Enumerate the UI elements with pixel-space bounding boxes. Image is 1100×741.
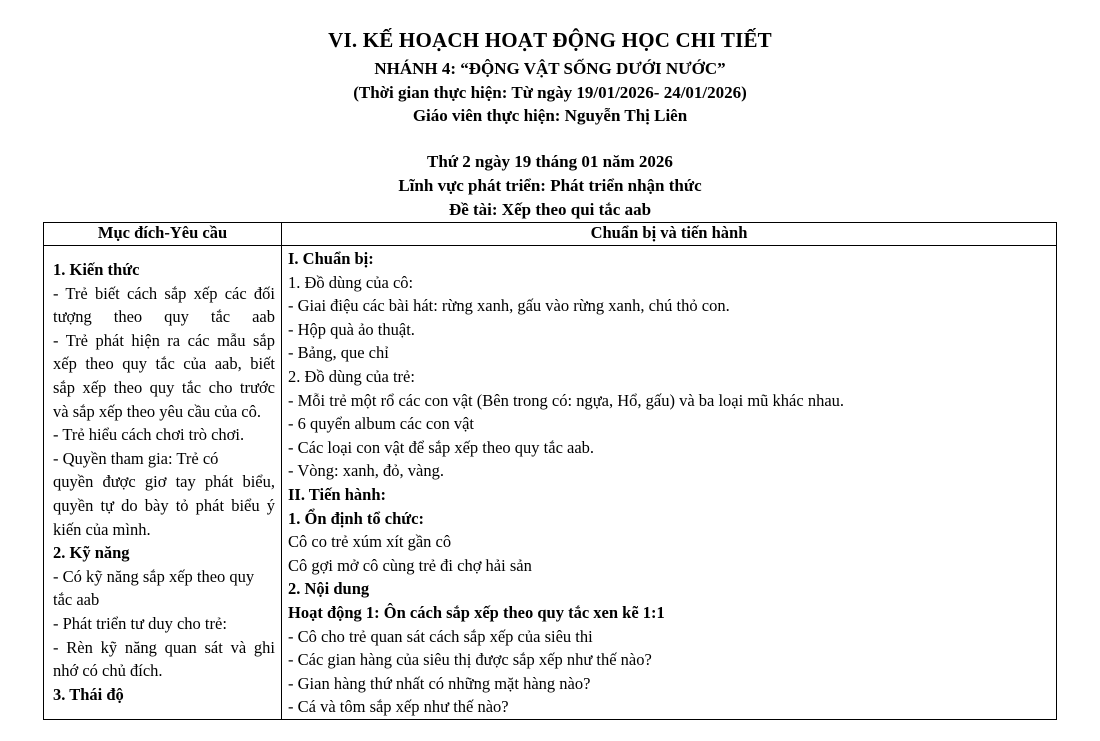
list-item: - Trẻ hiểu cách chơi trò chơi. xyxy=(53,425,245,445)
list-item: - 6 quyển album các con vật xyxy=(288,414,475,434)
branch-name: : “ĐỘNG VẬT SỐNG DƯỚI NƯỚC” xyxy=(450,59,726,78)
time-period: (Thời gian thực hiện: Từ ngày 19/01/2026- 24/01/2026) xyxy=(353,83,747,102)
document-title: VI. KẾ HOẠCH HOẠT ĐỘNG HỌC CHI TIẾT xyxy=(328,28,772,52)
list-item: sắp xếp theo quy tắc cho trước xyxy=(53,377,275,397)
preparation-cell xyxy=(282,246,1057,720)
list-item: - Cá và tôm sắp xếp như thế nào? xyxy=(288,697,509,717)
header-objectives: Mục đích-Yêu cầu xyxy=(44,223,282,246)
list-item: - Rèn kỹ năng quan sát và ghi xyxy=(53,637,275,657)
list-item: - Quyền tham gia: Trẻ có xyxy=(53,448,219,468)
list-item: - Các loại con vật để sắp xếp theo quy tắc aab. xyxy=(288,437,595,457)
list-item: - Trẻ biết cách sắp xếp các đối xyxy=(53,283,275,303)
table-header-row xyxy=(44,223,1057,246)
list-item: tắc aab xyxy=(53,590,100,610)
list-item: quyền tự do bày tỏ phát biểu ý xyxy=(53,495,275,515)
list-item: - Gian hàng thứ nhất có những mặt hàng nào? xyxy=(288,673,591,693)
section-organization-heading: 1. Ổn định tổ chức: xyxy=(288,508,424,528)
list-item: kiến của mình. xyxy=(53,519,151,539)
section-knowledge-heading: 1. Kiến thức xyxy=(53,260,140,279)
list-item: - Phát triển tư duy cho trẻ: xyxy=(53,613,227,633)
teacher-name: Giáo viên thực hiện: Nguyễn Thị Liên xyxy=(412,106,688,125)
objectives-cell xyxy=(44,246,282,720)
list-item: 1. Đồ dùng của cô: xyxy=(288,272,414,292)
section-procedure-heading: II. Tiến hành: xyxy=(288,484,386,504)
activity-1-heading: Hoạt động 1: Ôn cách sắp xếp theo quy tắc xen kẽ 1:1 xyxy=(288,602,665,622)
section-attitude-heading: 3. Thái độ xyxy=(53,684,124,704)
list-item: - Giai điệu các bài hát: rừng xanh, gấu vào rừng xanh, chú thỏ con. xyxy=(288,296,730,316)
list-item: tượng theo quy tắc aab xyxy=(53,307,275,327)
list-item: Cô co trẻ xúm xít gần cô xyxy=(288,532,452,552)
lesson-date: Thứ 2 ngày 19 tháng 01 năm 2026 xyxy=(427,152,673,171)
section-preparation-heading: I. Chuẩn bị: xyxy=(288,249,374,268)
development-field: Lĩnh vực phát triển: Phát triển nhận thức xyxy=(398,176,702,195)
list-item: Cô gợi mở cô cùng trẻ đi chợ hải sản xyxy=(288,555,532,575)
branch-line xyxy=(0,59,1100,79)
list-item: - Mỗi trẻ một rổ các con vật (Bên trong có: ngựa, Hổ, gấu) và ba loại mũ khác nhau. xyxy=(288,390,845,410)
list-item: quyền được giơ tay phát biểu, xyxy=(53,472,275,492)
section-content-heading: 2. Nội dung xyxy=(288,579,370,599)
list-item: và sắp xếp theo yêu cầu của cô. xyxy=(53,401,261,421)
list-item: - Bảng, que chỉ xyxy=(288,343,389,363)
list-item: nhớ có chủ đích. xyxy=(53,661,163,681)
list-item: - Trẻ phát hiện ra các mẫu sắp xyxy=(53,330,275,350)
list-item: - Hộp quà ảo thuật. xyxy=(288,319,415,339)
list-item: - Cô cho trẻ quan sát cách sắp xếp của siêu thi xyxy=(288,626,593,646)
list-item: - Các gian hàng của siêu thị được sắp xếp như thế nào? xyxy=(288,650,652,670)
list-item: - Có kỹ năng sắp xếp theo quy xyxy=(53,566,255,586)
section-skills-heading: 2. Kỹ năng xyxy=(53,543,130,563)
lesson-plan-table xyxy=(43,222,1057,720)
header-preparation: Chuẩn bị và tiến hành xyxy=(282,223,1057,246)
list-item: xếp theo quy tắc của aab, biết xyxy=(53,354,275,374)
table-body-row xyxy=(44,246,1057,720)
list-item: 2. Đồ dùng của trẻ: xyxy=(288,366,415,386)
branch-prefix: NHÁNH 4 xyxy=(374,59,451,78)
lesson-topic: Đề tài: Xếp theo qui tắc aab xyxy=(448,200,652,219)
list-item: - Vòng: xanh, đỏ, vàng. xyxy=(288,461,444,481)
